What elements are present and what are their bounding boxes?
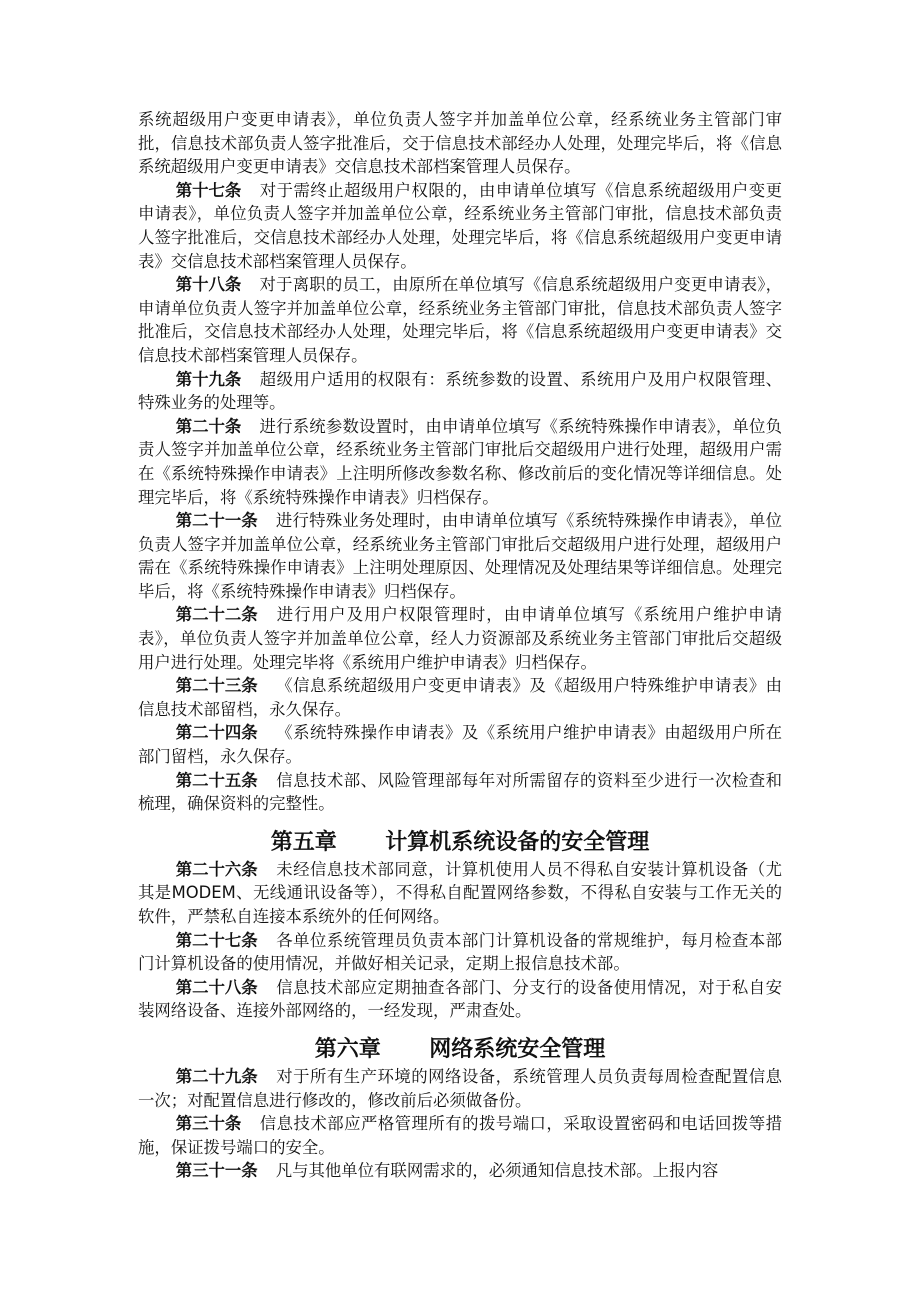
article-text: 进行用户及用户权限管理时，由申请单位填写《系统用户维护申请表》，单位负责人签字并加盖单位公章，经人力资源部及系统业务主管部门审批后交超级用户进行处理。处理完毕将《系统用户维护申请表》归档保存。 bbox=[138, 605, 782, 672]
chapter-heading-6 bbox=[138, 1035, 782, 1065]
chapter-heading-5 bbox=[138, 828, 782, 858]
article-28 bbox=[138, 976, 782, 1023]
article-19 bbox=[138, 368, 782, 415]
article-text: 对于所有生产环境的网络设备，系统管理人员负责每周检查配置信息一次；对配置信息进行修改的，修改前后必须做备份。 bbox=[138, 1066, 782, 1110]
article-20 bbox=[138, 415, 782, 509]
article-number: 第十七条 bbox=[175, 180, 242, 200]
article-number: 第二十一条 bbox=[175, 511, 258, 531]
article-number: 第十九条 bbox=[175, 369, 242, 389]
paragraph-continuation bbox=[138, 108, 782, 179]
article-number: 第二十八条 bbox=[175, 977, 258, 997]
article-number: 第二十七条 bbox=[175, 930, 258, 950]
article-text: 未经信息技术部同意，计算机使用人员不得私自安装计算机设备（尤其是MODEM、无线通讯设备等），不得私自配置网络参数，不得私自安装与工作无关的软件，严禁私自连接本系统外的任何网络。 bbox=[138, 859, 782, 926]
article-24 bbox=[138, 721, 782, 768]
article-number: 第二十六条 bbox=[175, 859, 258, 879]
chapter-title: 网络系统安全管理 bbox=[429, 1036, 606, 1062]
paragraph-text: 系统超级用户变更申请表》，单位负责人签字并加盖单位公章，经系统业务主管部门审批，信息技术部负责人签字批准后，交于信息技术部经办人处理，处理完毕后，将《信息系统超级用户变更申请表》交信息技术部档案管理人员保存。 bbox=[138, 110, 782, 177]
article-18 bbox=[138, 273, 782, 367]
article-number: 第三十一条 bbox=[175, 1161, 258, 1181]
article-text: 《信息系统超级用户变更申请表》及《超级用户特殊维护申请表》由信息技术部留档，永久保存。 bbox=[138, 676, 782, 719]
chapter-title: 计算机系统设备的安全管理 bbox=[385, 829, 650, 855]
article-number: 第二十九条 bbox=[175, 1066, 258, 1086]
article-21 bbox=[138, 509, 782, 603]
article-number: 第二十五条 bbox=[175, 770, 258, 790]
article-23 bbox=[138, 674, 782, 721]
article-26 bbox=[138, 858, 782, 929]
article-text: 信息技术部应定期抽查各部门、分支行的设备使用情况，对于私自安装网络设备、连接外部网络的，一经发现，严肃查处。 bbox=[138, 977, 782, 1021]
article-22 bbox=[138, 603, 782, 674]
article-number: 第二十三条 bbox=[175, 676, 258, 696]
article-27 bbox=[138, 929, 782, 976]
article-text: 进行特殊业务处理时，由申请单位填写《系统特殊操作申请表》，单位负责人签字并加盖单位公章，经系统业务主管部门审批后交超级用户进行处理，超级用户需在《系统特殊操作申请表》上注明处理原因、处理情况及处理结果等详细信息。处理完毕后，将《系统特殊操作申请表》归档保存。 bbox=[138, 511, 782, 601]
article-number: 第二十二条 bbox=[175, 605, 258, 625]
article-text: 对于需终止超级用户权限的，由申请单位填写《信息系统超级用户变更申请表》，单位负责人签字并加盖单位公章，经系统业务主管部门审批，信息技术部负责人签字批准后，交信息技术部经办人处理，处理完毕后，将《信息系统超级用户变更申请表》交信息技术部档案管理人员保存。 bbox=[138, 180, 782, 271]
article-text: 各单位系统管理员负责本部门计算机设备的常规维护，每月检查本部门计算机设备的使用情况，并做好相关记录，定期上报信息技术部。 bbox=[138, 930, 782, 974]
article-text: 进行系统参数设置时，由申请单位填写《系统特殊操作申请表》，单位负责人签字并加盖单位公章，经系统业务主管部门审批后交超级用户进行处理，超级用户需在《系统特殊操作申请表》上注明所修改参数名称、修改前后的变化情况等详细信息。处理完毕后，将《系统特殊操作申请表》归档保存。 bbox=[138, 416, 782, 507]
article-25 bbox=[138, 769, 782, 816]
chapter-number: 第五章 bbox=[270, 829, 337, 855]
article-text: 信息技术部、风险管理部每年对所需留存的资料至少进行一次检查和梳理，确保资料的完整性。 bbox=[138, 770, 782, 814]
article-17 bbox=[138, 179, 782, 273]
article-text: 信息技术部应严格管理所有的拨号端口，采取设置密码和电话回拨等措施，保证拨号端口的安全。 bbox=[138, 1114, 782, 1157]
article-text: 超级用户适用的权限有：系统参数的设置、系统用户及用户权限管理、特殊业务的处理等。 bbox=[138, 369, 782, 413]
article-text: 对于离职的员工，由原所在单位填写《信息系统超级用户变更申请表》，申请单位负责人签字并加盖单位公章，经系统业务主管部门审批，信息技术部负责人签字批准后，交信息技术部经办人处理，处理完毕后，将《信息系统超级用户变更申请表》交信息技术部档案管理人员保存。 bbox=[138, 275, 782, 365]
article-text: 凡与其他单位有联网需求的，必须通知信息技术部。上报内容 bbox=[275, 1161, 719, 1181]
article-29 bbox=[138, 1065, 782, 1112]
article-number: 第二十条 bbox=[175, 416, 242, 436]
article-number: 第十八条 bbox=[175, 275, 242, 295]
article-text: 《系统特殊操作申请表》及《系统用户维护申请表》由超级用户所在部门留档，永久保存。 bbox=[138, 723, 782, 767]
article-30 bbox=[138, 1112, 782, 1159]
chapter-number: 第六章 bbox=[314, 1036, 381, 1062]
article-31 bbox=[138, 1159, 782, 1183]
article-number: 第二十四条 bbox=[175, 723, 258, 743]
article-number: 第三十条 bbox=[175, 1114, 242, 1134]
